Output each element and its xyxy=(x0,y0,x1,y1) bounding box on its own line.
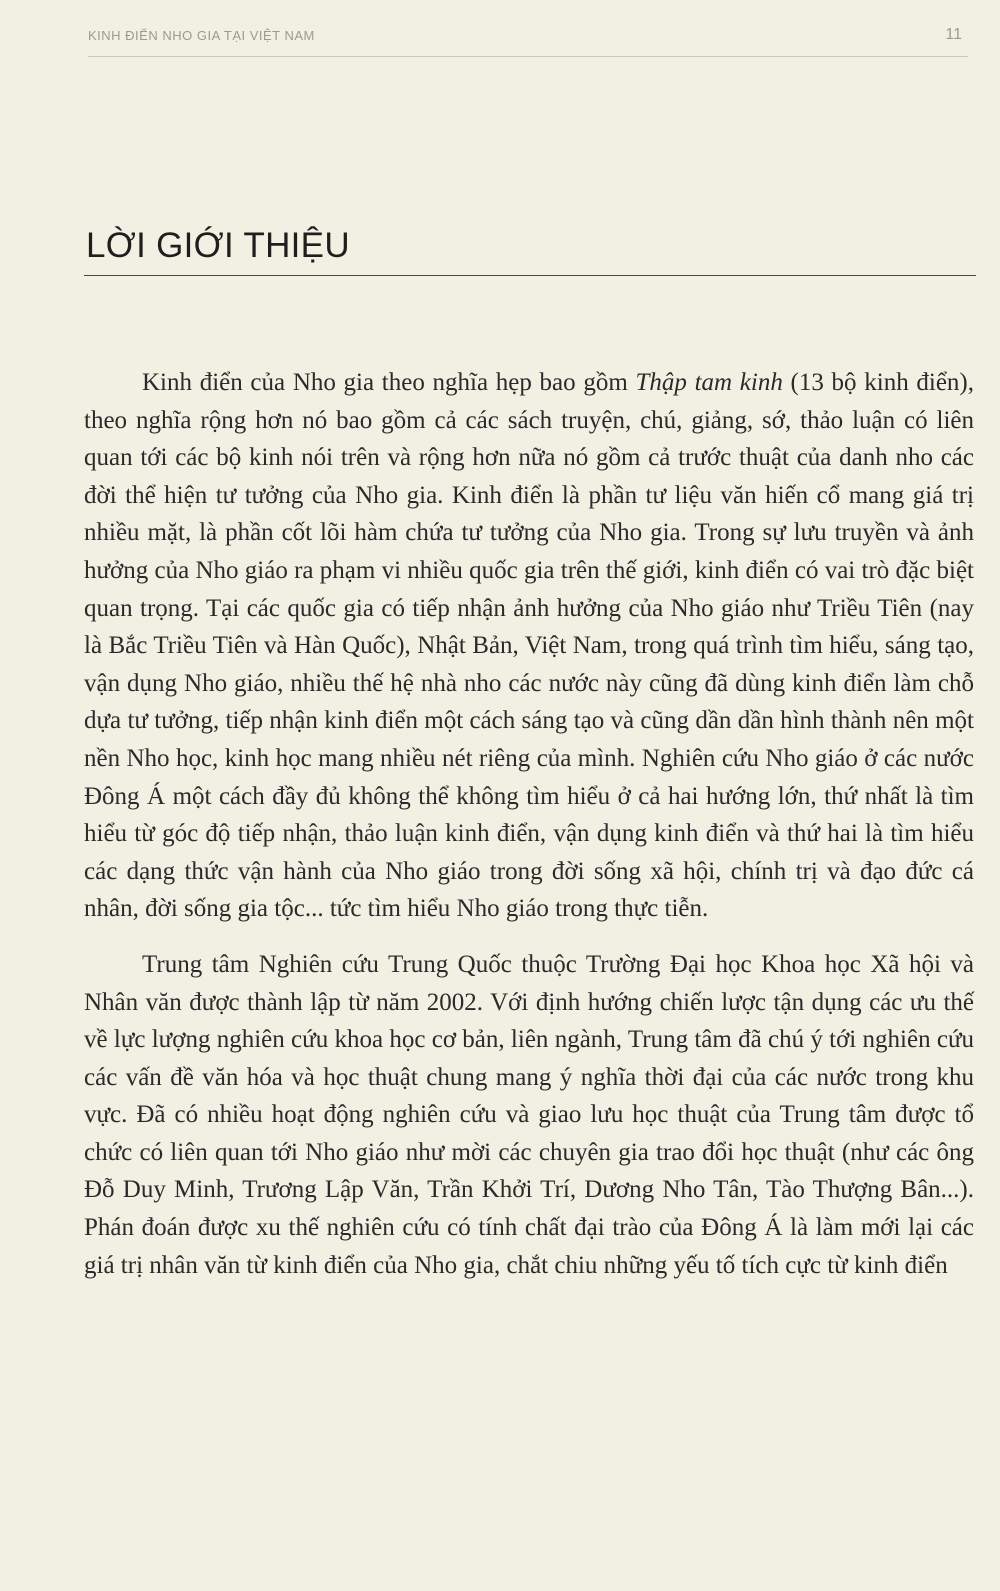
book-title-italic: Thập tam kinh xyxy=(635,369,783,396)
paragraph-1 xyxy=(84,364,974,928)
page-number: 11 xyxy=(945,26,962,43)
body-text xyxy=(84,364,974,1284)
running-header-title: KINH ĐIỂN NHO GIA TẠI VIỆT NAM xyxy=(88,28,315,43)
paragraph-2: Trung tâm Nghiên cứu Trung Quốc thuộc Trường Đại học Khoa học Xã hội và Nhân văn được thành lập từ năm 2002. Với định hướng chiến lược tận dụng các ưu thế về lực lượng nghiên cứu khoa học cơ bản, liên ngành, Trung tâm đã chú ý tới nghiên cứu các vấn đề văn hóa và học thuật chung mang ý nghĩa thời đại của các nước trong khu vực. Đã có nhiều hoạt động nghiên cứu và giao lưu học thuật của Trung tâm được tổ chức có liên quan tới Nho giáo như mời các chuyên gia trao đổi học thuật (như các ông Đỗ Duy Minh, Trương Lập Văn, Trần Khởi Trí, Dương Nho Tân, Tào Thượng Bân...). Phán đoán được xu thế nghiên cứu có tính chất đại trào của Đông Á là làm mới lại các giá trị nhân văn từ kinh điển của Nho gia, chắt chiu những yếu tố tích cực từ kinh điển xyxy=(84,950,974,1279)
running-header xyxy=(88,20,968,57)
paragraph-1-text-rest: (13 bộ kinh điển), theo nghĩa rộng hơn nó bao gồm cả các sách truyện, chú, giảng, sớ, thảo luận có liên quan tới các bộ kinh nói trên và rộng hơn nữa nó gồm cả trước thuật của danh nho các đời thể hiện tư tưởng của Nho gia. Kinh điển là phần tư liệu văn hiến cổ mang giá trị nhiều mặt, là phần cốt lõi hàm chứa tư tưởng của Nho gia. Trong sự lưu truyền và ảnh hưởng của Nho giáo ra phạm vi nhiều quốc gia trên thế giới, kinh điển có vai trò đặc biệt quan trọng. Tại các quốc gia có tiếp nhận ảnh hưởng của Nho giáo như Triều Tiên (nay là Bắc Triều Tiên và Hàn Quốc), Nhật Bản, Việt Nam, trong quá trình tìm hiểu, sáng tạo, vận dụng Nho giáo, nhiều thế hệ nhà nho các nước này cũng đã dùng kinh điển làm chỗ dựa tư tưởng, tiếp nhận kinh điển một cách sáng tạo và cũng dần dần hình thành nên một nền Nho học, kinh học mang nhiều nét riêng của mình. Nghiên cứu Nho giáo ở các nước Đông Á một cách đầy đủ không thể không tìm hiểu ở cả hai hướng lớn, thứ nhất là tìm hiểu từ góc độ tiếp nhận, thảo luận kinh điển, vận dụng kinh điển và thứ hai là tìm hiểu các dạng thức vận hành của Nho giáo trong đời sống xã hội, chính trị và đạo đức cá nhân, đời sống gia tộc... tức tìm hiểu Nho giáo trong thực tiễn. xyxy=(84,369,975,923)
section-heading: LỜI GIỚI THIỆU xyxy=(86,226,350,265)
heading-underline xyxy=(84,275,976,276)
paragraph-1-text-start: Kinh điển của Nho gia theo nghĩa hẹp bao gồm xyxy=(142,369,636,396)
